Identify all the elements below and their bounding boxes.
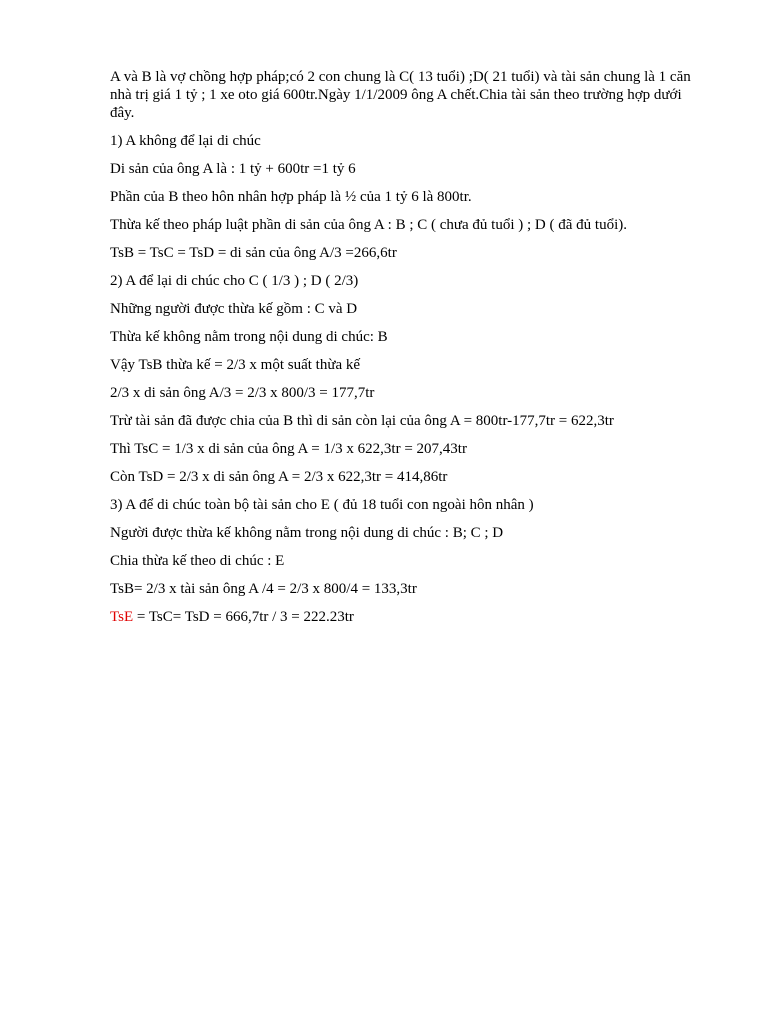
text-line: Phần của B theo hôn nhân hợp pháp là ½ của 1 tỷ 6 là 800tr. <box>110 189 472 205</box>
text-line: 2/3 x di sản ông A/3 = 2/3 x 800/3 = 177,7tr <box>110 385 375 401</box>
text-line: TsB = TsC = TsD = di sản của ông A/3 =266,6tr <box>110 245 397 261</box>
case-3-heading: 3) A để di chúc toàn bộ tài sản cho E ( đủ 18 tuổi con ngoài hôn nhân ) <box>110 497 534 513</box>
text-line: Thừa kế theo pháp luật phần di sản của ông A : B ; C ( chưa đủ tuổi ) ; D ( đã đủ tuổi). <box>110 217 627 233</box>
text-line: Trừ tài sản đã được chia của B thì di sản còn lại của ông A = 800tr-177,7tr = 622,3tr <box>110 413 614 429</box>
text-line: Người được thừa kế không nằm trong nội dung di chúc : B; C ; D <box>110 525 504 541</box>
final-result-text: = TsC= TsD = 666,7tr / 3 = 222.23tr <box>133 609 354 625</box>
text-line: Những người được thừa kế gồm : C và D <box>110 301 358 317</box>
text-line: TsB= 2/3 x tài sản ông A /4 = 2/3 x 800/4 = 133,3tr <box>110 581 417 597</box>
final-result-line <box>110 608 700 636</box>
text-line: Còn TsD = 2/3 x di sản ông A = 2/3 x 622,3tr = 414,86tr <box>110 469 448 485</box>
highlighted-term: TsE <box>110 609 134 625</box>
text-line: Thì TsC = 1/3 x di sản của ông A = 1/3 x 622,3tr = 207,43tr <box>110 441 467 457</box>
case-2-heading: 2) A để lại di chúc cho C ( 1/3 ) ; D ( 2/3) <box>110 273 359 289</box>
case-1-heading: 1) A không để lại di chúc <box>110 133 261 149</box>
text-line: Vậy TsB thừa kế = 2/3 x một suất thừa kế <box>110 357 361 373</box>
intro-paragraph: A và B là vợ chồng hợp pháp;có 2 con chung là C( 13 tuổi) ;D( 21 tuổi) và tài sản chung là 1 căn nhà trị giá 1 tỷ ; 1 xe oto giá 600tr.Ngày 1/1/2009 ông A chết.Chia tài sản theo trường hợp dưới đây. <box>110 69 691 121</box>
text-line: Thừa kế không nằm trong nội dung di chúc: B <box>110 329 388 345</box>
text-line: Di sản của ông A là : 1 tỷ + 600tr =1 tỷ 6 <box>110 161 356 177</box>
text-line: Chia thừa kế theo di chúc : E <box>110 553 285 569</box>
document-body <box>110 68 700 636</box>
